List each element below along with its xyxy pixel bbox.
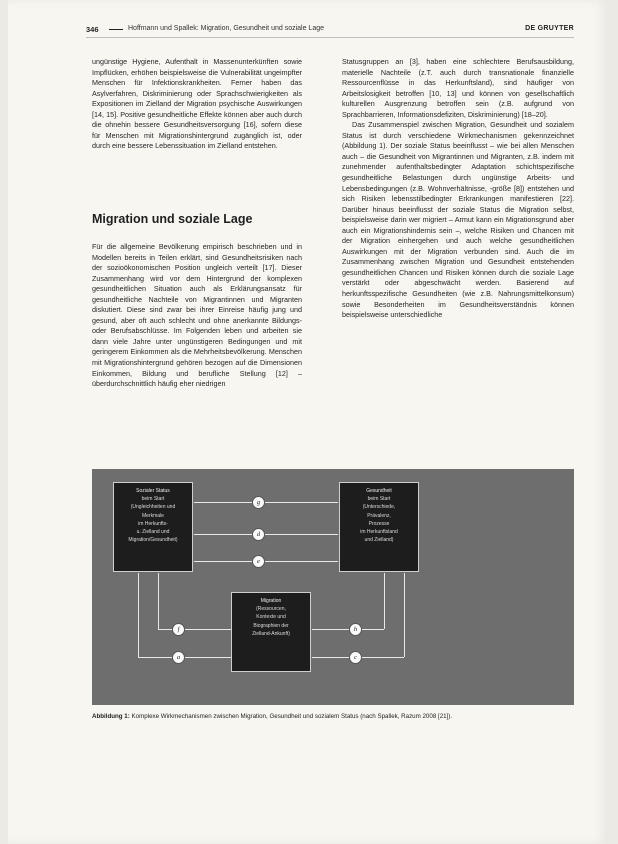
box-line: Merkmale [142,512,164,519]
running-title: Hoffmann und Spallek: Migration, Gesundheit und soziale Lage [128,25,324,32]
label-h: h [349,623,362,636]
box-line: Kontexte und [256,614,286,621]
box-line: im Herkunftsland [360,529,398,536]
paragraph: ungünstige Hygiene, Aufenthalt in Massenunterkünften sowie Impflücken, erhöhen beispielsweise die Vulnerabilität ungeimpfter Menschen für Infektionskrankheiten. Ferner haben das Asylverfahren, Diskriminierung oder Sprachschwierigkeiten als Expositionen im Zielland der Migration psychische Auswirkungen [14, 15]. Positive gesundheitliche Effekte können aber auch durch die ohnehin bessere Gesundheitsversorgung [16], sofern diese für Menschen mit Migrationshintergrund zugänglich ist, oder durch eine bessere Lebenssituation im Zielland entstehen. [92,57,302,151]
connector-line [384,573,385,629]
figure-diagram [92,469,574,705]
box-line: beim Start [367,496,391,503]
health-box [339,482,419,572]
arrow-d [194,534,338,535]
label-d: d [252,528,265,541]
figure-caption [92,713,574,720]
connector-line [158,573,159,629]
caption-label: Abbildung 1: [92,713,130,720]
box-line: und Zielland) [364,537,394,544]
box-line: Prävalenz, [367,512,391,519]
section-heading: Migration und soziale Lage [92,212,253,226]
box-line: Prozesse [368,520,390,527]
paragraph: Statusgruppen an [3], haben eine schlechtere Berufsausbildung, materielle Nachteile (z.T. auch durch transnationale finanzielle Ressourcenflüsse in das Herkunftsland), sind häufiger von Arbeitslosigkeit betroffen [10, 13] und können von gesellschaftlich kulturellen Ausgrenzung betroffen sein (z.B. aufgrund von Sprachbarrieren, Informationsdefiziten, Diskriminierung) [18–20]. [342,57,574,119]
label-a: a [172,651,185,664]
page-header [86,23,574,38]
box-line: Zielland-Ankunft) [252,630,290,637]
left-column-bottom [92,242,302,390]
box-line: (Ungleichheiten und [130,504,176,511]
arrow-f [158,629,231,630]
left-column-top [92,57,302,152]
box-line: (Unterschiede, [362,504,396,511]
page-number: 346 [86,25,99,34]
social-status-box [113,482,193,572]
box-line: beim Start [141,496,165,503]
box-line: Gesundheit [366,488,392,494]
arrow-h [312,629,384,630]
caption-text: Komplexe Wirkmechanismen zwischen Migration, Gesundheit und sozialem Status (nach Spallek, Razum 2008 [21]). [131,713,453,720]
label-g: g [252,496,265,509]
paragraph: Für die allgemeine Bevölkerung empirisch beschrieben und in Modellen bereits in Teilen erklärt, sind Gesundheitsrisiken nach der sozioökonomischen Position ungleich verteilt [17]. Dieser Zusammenhang wird vor dem Hintergrund der komplexen gesundheitlichen Situation auch als Erklärungsansatz für gesundheitliche Nachteile von Migrantinnen und Migranten diskutiert. Diese sind zwar bei ihrer Einreise häufig jung und gesund, aber oft auch schlecht und ohne anerkannte Bildungs- oder Berufsabschlüsse. Im Folgenden leben und arbeiten sie dann viele Jahre unter ungünstigeren Bedingungen und mit geringerem Einkommen als die Mehrheitsbevölkerung. Menschen mit Migrationshintergrund gehören bezogen auf die Dimensionen Einkommen, Bildung und berufliche Stellung [12] – überdurchschnittlich häufig eher niedrigen [92,242,302,389]
box-line: Migration/Gesundheit) [128,537,178,544]
label-e: e [252,555,265,568]
box-line: (Ressourcen, [256,606,286,613]
label-f: f [172,623,185,636]
box-line: im Herkunfts- [138,520,168,527]
header-dash [109,29,123,30]
publisher-name: DE GRUYTER [525,25,574,32]
paragraph: Das Zusammenspiel zwischen Migration, Gesundheit und sozialem Status ist durch verschiedene Wirkmechanismen gekennzeichnet (Abbildung 1). Der soziale Status beeinflusst – wie bei allen Menschen auch – die Gesundheit von Migrantinnen und Migranten, z.B. indem mit zunehmender aufenthaltsbedingter Adaptation schichtspezifische gesundheitliche Belastungen durch ungünstige Arbeits- und Lebensbedingungen (z.B. Wohnverhältnisse, -größe [8]) entstehen und sich Risiken lebensstilbedingter Erkrankungen manifestieren [22]. Darüber hinaus beeinflusst der soziale Status die Migration selbst, beispielsweise darin wer migriert – Armut kann ein Migrationsgrund aber auch ein Migrationshindernis sein –, welche Risiken und Chancen mit der Migration einhergehen und auch welche gesundheitlichen Auswirkungen mit der Migration verbunden sind. Auch die im Zusammenhang zwischen Migration und Gesundheit entstehenden gesundheitlichen Chancen und Risiken können durch die soziale Lage verstärkt oder abgeschwächt werden. Basierend auf herkunftsspezifische Gesundheiten (wie z.B. Nahrungsmittelkonsum) sowie Besonderheiten im Gesundheitsverständnis können beispielsweise unterschiedliche [342,120,574,320]
box-line: Migration [260,598,282,604]
box-line: u. Zielland und [136,529,170,536]
label-c: c [349,651,362,664]
right-column [342,57,574,321]
connector-line [138,573,139,657]
box-line: Sozialer Status [136,488,170,494]
migration-box [231,592,311,672]
arrow-g [194,502,338,503]
arrow-e [194,561,338,562]
box-line: Biographien der [253,622,289,629]
connector-line [404,573,405,657]
